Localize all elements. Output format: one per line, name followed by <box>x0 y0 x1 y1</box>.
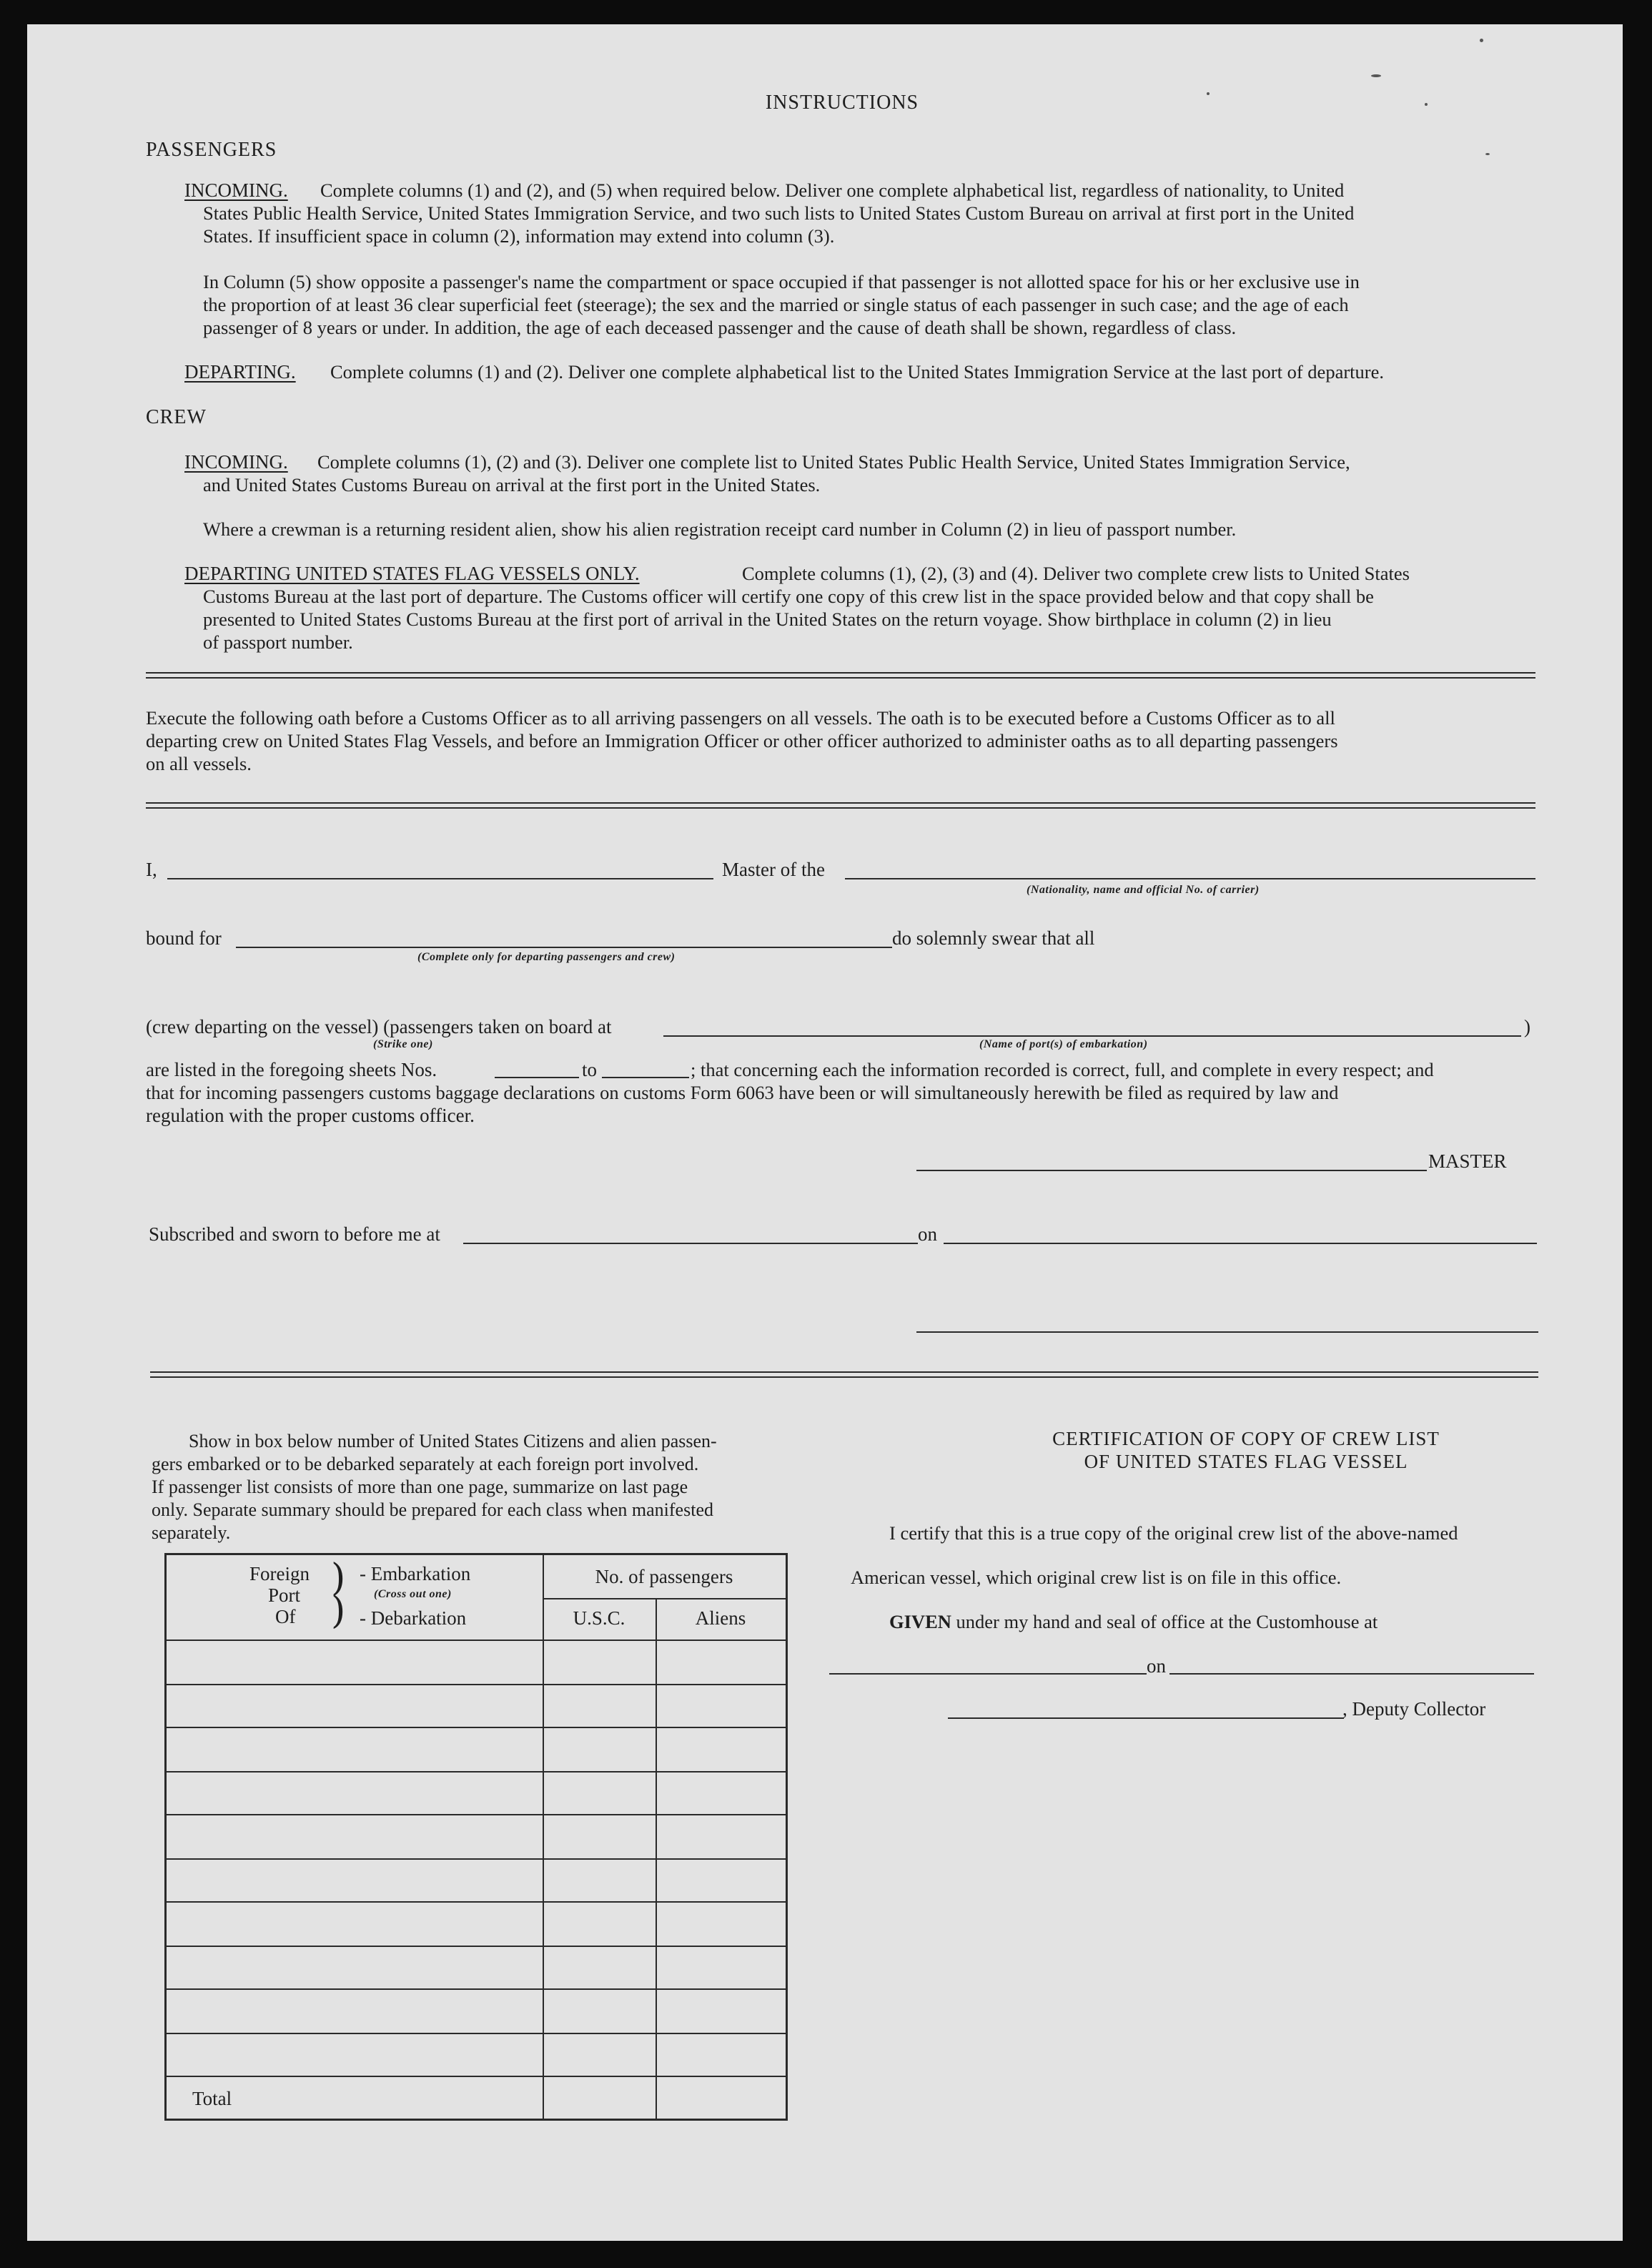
summary-instructions: Show in box below number of United States Citizens and alien passen- <box>189 1431 717 1451</box>
brace-glyph: ) <box>331 1589 346 1632</box>
close-paren: ) <box>1524 1016 1530 1037</box>
table-row-line <box>167 2033 786 2034</box>
scan-speck <box>1480 39 1483 42</box>
master-label: MASTER <box>1428 1150 1507 1172</box>
table-divider <box>543 1598 786 1599</box>
regulation-text: regulation with the proper customs officer. <box>146 1105 475 1126</box>
resident-alien-text: Where a crewman is a returning resident alien, show his alien registration receipt card number in Column (2) in lieu of passport number. <box>203 518 1237 540</box>
table-row-line <box>167 1684 786 1685</box>
crew-departing-text: presented to United States Customs Bureau at the first port of arrival in the United States on the return voyage. Show birthplace in column (2) in lieu <box>203 608 1332 630</box>
on-label: on <box>918 1223 937 1245</box>
sworn-date-field[interactable] <box>944 1243 1537 1244</box>
table-header-aliens: Aliens <box>695 1607 746 1629</box>
sworn-place-field[interactable] <box>463 1243 918 1244</box>
table-row-line <box>167 1771 786 1773</box>
table-header-usc: U.S.C. <box>573 1607 625 1629</box>
listed-to: to <box>582 1059 598 1080</box>
oath-intro: Execute the following oath before a Customs Officer as to all arriving passengers on all vessels. The oath is to be executed before a Customs Officer as to all <box>146 707 1335 729</box>
master-of-the-label: Master of the <box>722 859 825 880</box>
oath-i-label: I, <box>146 859 157 880</box>
officer-signature-field[interactable] <box>916 1331 1538 1333</box>
table-header-bottom <box>167 1640 786 1641</box>
do-solemnly-text: do solemnly swear that all <box>892 927 1095 949</box>
crew-incoming-label: INCOMING. <box>184 451 288 473</box>
deputy-signature-field[interactable] <box>948 1717 1344 1719</box>
certification-title: OF UNITED STATES FLAG VESSEL <box>1084 1451 1408 1472</box>
certification-date-field[interactable] <box>1169 1673 1534 1675</box>
table-row-line <box>167 1727 786 1728</box>
column5-text: passenger of 8 years or under. In addition, the age of each deceased passenger and the cause of death shall be shown, regardless of class. <box>203 317 1237 338</box>
certification-title: CERTIFICATION OF COPY OF CREW LIST <box>1052 1428 1440 1449</box>
passengers-departing-label: DEPARTING. <box>184 361 296 383</box>
column5-text: In Column (5) show opposite a passenger's name the compartment or space occupied if that passenger is not allotted space for his or her exclusive use in <box>203 271 1360 292</box>
customhouse-field[interactable] <box>829 1673 1147 1675</box>
table-header-embarkation: - Embarkation <box>360 1563 471 1584</box>
crew-departing-oath: (crew departing on the vessel) (passengers taken on board at <box>146 1016 612 1037</box>
baggage-text: that for incoming passengers customs baggage declarations on customs Form 6063 have been or will simultaneously herewith be filed as required by law and <box>146 1082 1339 1103</box>
passengers-incoming-text: States Public Health Service, United States Immigration Service, and two such lists to United States Custom Bureau on arrival at first port in the United <box>203 202 1355 224</box>
double-rule <box>146 672 1535 679</box>
summary-instructions: If passenger list consists of more than one page, summarize on last page <box>152 1476 688 1497</box>
complete-only-note: (Complete only for departing passengers and crew) <box>417 951 676 963</box>
carrier-field[interactable] <box>845 878 1535 879</box>
strike-one-note: (Strike one) <box>373 1038 433 1050</box>
ports-note: (Name of port(s) of embarkation) <box>979 1038 1148 1050</box>
bound-for-field[interactable] <box>236 947 892 948</box>
scan-speck <box>1485 153 1490 155</box>
table-row-line <box>167 1988 786 1990</box>
subscribed-label: Subscribed and sworn to before me at <box>149 1223 440 1245</box>
certify-text: American vessel, which original crew list is on file in this office. <box>851 1567 1342 1588</box>
table-cross-out-note: (Cross out one) <box>374 1588 452 1600</box>
table-header-debarkation: - Debarkation <box>360 1607 467 1629</box>
sheet-to-field[interactable] <box>602 1077 689 1078</box>
summary-instructions: separately. <box>152 1522 231 1543</box>
bound-for-label: bound for <box>146 927 222 949</box>
passengers-incoming-label: INCOMING. <box>184 179 288 201</box>
given-text: GIVEN under my hand and seal of office at the Customhouse at <box>889 1611 1378 1632</box>
table-row-line <box>167 1946 786 1947</box>
master-signature-field[interactable] <box>916 1170 1427 1171</box>
nationality-note: (Nationality, name and official No. of carrier) <box>1027 884 1260 896</box>
column5-text: the proportion of at least 36 clear superficial feet (steerage); the sex and the married or single status of each passenger in such case; and the age of each <box>203 294 1349 315</box>
scan-speck <box>1371 74 1381 77</box>
table-row-line <box>167 2076 786 2077</box>
passengers-heading: PASSENGERS <box>146 139 277 161</box>
ports-field[interactable] <box>663 1035 1521 1037</box>
crew-departing-text: Complete columns (1), (2), (3) and (4). Deliver two complete crew lists to United States <box>742 563 1410 584</box>
sheet-from-field[interactable] <box>495 1077 579 1078</box>
listed-text-b: ; that concerning each the information recorded is correct, full, and complete in every respect; and <box>691 1059 1434 1080</box>
crew-incoming-text: and United States Customs Bureau on arrival at the first port in the United States. <box>203 474 821 495</box>
listed-text-a: are listed in the foregoing sheets Nos. <box>146 1059 437 1080</box>
form-sheet <box>27 24 1623 2241</box>
table-header-of: Of <box>275 1606 296 1627</box>
certify-text: I certify that this is a true copy of the original crew list of the above-named <box>889 1522 1458 1544</box>
summary-instructions: only. Separate summary should be prepared for each class when manifested <box>152 1499 713 1520</box>
table-header-port: Port <box>268 1584 301 1606</box>
table-header-no-of-passengers: No. of passengers <box>595 1566 733 1587</box>
table-total-label: Total <box>192 2088 232 2109</box>
table-row-line <box>167 1814 786 1815</box>
crew-departing-label: DEPARTING UNITED STATES FLAG VESSELS ONLY. <box>184 563 640 584</box>
passengers-incoming-text: States. If insufficient space in column (2), information may extend into column (3). <box>203 225 835 247</box>
oath-intro: on all vessels. <box>146 753 252 774</box>
table-row-line <box>167 1858 786 1860</box>
passengers-departing-text: Complete columns (1) and (2). Deliver one complete alphabetical list to the United States Immigration Service at the last port of departure. <box>330 361 1384 383</box>
certification-on-label: on <box>1147 1655 1166 1677</box>
crew-incoming-text: Complete columns (1), (2) and (3). Deliver one complete list to United States Public Health Service, United States Immigration Service, <box>317 451 1350 473</box>
oath-intro: departing crew on United States Flag Vessels, and before an Immigration Officer or other officer authorized to administer oaths as to all departing passengers <box>146 730 1338 751</box>
page-title: INSTRUCTIONS <box>765 92 919 114</box>
table-header-foreign: Foreign <box>249 1563 310 1584</box>
crew-departing-text: of passport number. <box>203 631 353 653</box>
master-name-field[interactable] <box>167 878 713 879</box>
deputy-collector-label: , Deputy Collector <box>1342 1698 1486 1720</box>
double-rule <box>150 1371 1538 1378</box>
summary-table <box>164 1553 788 2121</box>
passengers-incoming-text: Complete columns (1) and (2), and (5) when required below. Deliver one complete alphabetical list, regardless of nationality, to United <box>320 179 1345 201</box>
summary-instructions: gers embarked or to be debarked separately at each foreign port involved. <box>152 1454 699 1474</box>
crew-heading: CREW <box>146 406 207 428</box>
table-row-line <box>167 1901 786 1903</box>
double-rule <box>146 802 1535 809</box>
brace-glyph: ) <box>331 1557 346 1599</box>
crew-departing-text: Customs Bureau at the last port of departure. The Customs officer will certify one copy of this crew list in the space provided below and that copy shall be <box>203 586 1374 607</box>
